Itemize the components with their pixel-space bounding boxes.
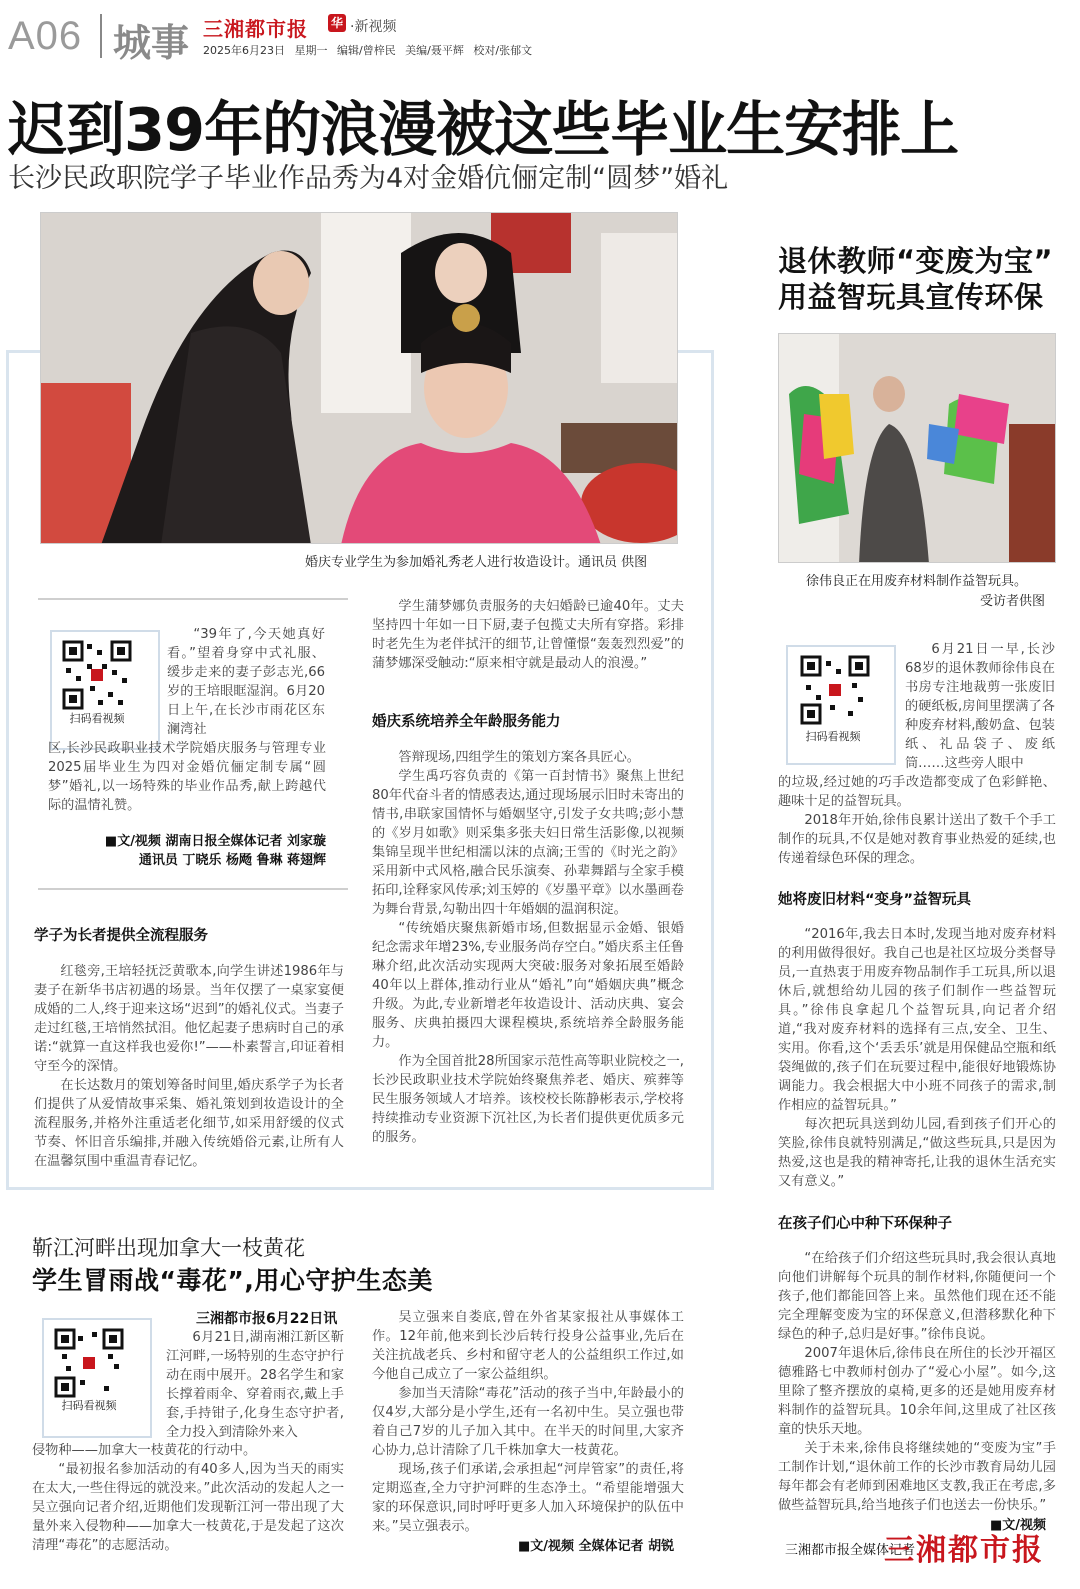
right-lead-cont: 的垃圾,经过她的巧手改造都变成了色彩鲜艳、趣味十足的益智玩具。 [778,775,1056,809]
col2-paragraph: 学生禹巧容负责的《第一百封情书》聚焦上世纪80年代奋斗者的情感表达,通过现场展示旧时未寄出的情书,串联家国情怀与婚姻坚守,引发子女共鸣;彭小慧的《岁月如歌》则采集多张夫妇日常生活影像,以视频集锦呈现半世纪相濡以沫的点滴;王雪的《时光之韵》采用新中式风格,融合民乐演奏、孙辈舞蹈与全家手模拓印,诠释家风传承;刘玉婷的《岁墨平章》以水墨画卷为舞台背景,勾勒出四十年婚姻的温润积淀。 [372,769,684,917]
lower-paragraph: 参加当天清除“毒花”活动的孩子当中,年龄最小的仅4岁,大部分是小学生,还有一名初中生。吴立强也带着自己7岁的儿子加入其中。在半天的时间里,大家齐心协力,总计清除了几千株加拿大一枝黄花。 [372,1386,684,1458]
col2-body [372,748,684,1147]
header-divider [100,14,102,58]
lower-byline: ■文/视频 全媒体记者 胡锐 [518,1539,675,1554]
right-body-top [778,773,1056,868]
lower-paragraph: “最初报名参加活动的有40多人,因为当天的雨实在太大,一些住得远的就没来。”此次活动的发起人之一吴立强向记者介绍,近期他们发现靳江河一带出现了大量外来入侵物种——加拿大一枝黄花,于是发起了这次清理“毒花”的志愿活动。 [32,1462,344,1553]
right-lead-start: 6月21日一早,长沙68岁的退休教师徐伟良在书房专注地裁剪一张废旧的硬纸板,房间里摆满了各种废弃材料,酸奶盒、包装纸、礼品袋子、废纸筒……这些旁人眼中 [905,642,1055,771]
col2-paragraph: “传统婚庆聚焦新婚市场,但数据显示金婚、银婚纪念需求年增23%,专业服务尚存空白。”婚庆系主任鲁琳介绍,此次活动实现两大突破:服务对象拓展至婚龄40年以上群体,推动行业从“婚礼”向“婚姻庆典”概念升级。为此,专业新增老年妆造设计、活动庆典、宴会服务、庆典拍摄四大课程模块,系统培养全龄服务能力。 [372,921,684,1050]
section1-heading: 学子为长者提供全流程服务 [34,928,208,944]
qr-label: 扫码看视频 [805,730,861,743]
video-logo-icon: 华 [328,14,346,32]
col2-paragraph: 学生蒲梦娜负责服务的夫妇婚龄已逾40年。丈夫坚持四十年如一日下厨,妻子包揽丈夫所有穿搭。彩排时老先生为老伴拭汗的细节,让曾懂憬“轰轰烈烈爱”的蒲梦娜深受触动:“原来相守就是最动人的浪漫。” [372,599,684,671]
toy-maker-photo [778,333,1056,563]
right-photo-caption: 徐伟良正在用废弃材料制作益智玩具。 [806,574,1028,589]
lower-lead-wrap [166,1328,344,1442]
right-body-bottom [778,1249,1056,1515]
lead-bottom-rule [38,888,348,890]
lead-paragraph-cont: 区,长沙民政职业技术学院婚庆服务与管理专业2025届毕业生为四对金婚伉俪定制专属“圆梦”婚礼,以一场特殊的毕业作品秀,献上跨越代际的温情礼赞。 [48,741,326,813]
lower-body-col1 [32,1441,344,1555]
section1-paragraph: 红毯旁,王培轻抚泛黄歌本,向学生讲述1986年与妻子在新华书店初遇的场景。当年仅摆了一桌家宴便成婚的二人,终于迎来这场“迟到”的婚礼仪式。当妻子走过红毯,王培悄然拭泪。他忆起妻子患病时自己的承诺:“就算一直这样我也爱你!”——朴素誓言,印证着相守至今的深情。 [34,964,344,1074]
qr-label: 扫码看视频 [61,1399,117,1412]
section2-heading: 婚庆系统培养全年龄服务能力 [372,714,561,730]
right-byline: ■文/视频 [990,1518,1047,1533]
right-foot-credit: 三湘都市报全媒体记者 [785,1543,916,1558]
lower-paragraph: 现场,孩子们承诺,会承担起“河岸管家”的责任,将定期巡查,全力守护河畔的生态净土。“希望能增强大家的环保意识,同时呼吁更多人加入环境保护的队伍中来。”吴立强表示。 [372,1462,684,1534]
wedding-photo-illustration [41,213,678,544]
right-paragraph: “2016年,我去日本时,发现当地对废弃材料的利用做得很好。我自己也是社区垃圾分类督导员,一直热衷于用废弃物品制作手工玩具,所以退休后,就想给幼儿园的孩子们制作一些益智玩具。”徐伟良拿起几个益智玩具,向记者介绍道,“我对废弃材料的选择有三点,安全、卫生、实用。你看,这个‘丢丢乐’就是用保健品空瓶和纸袋绳做的,孩子们在玩要过程中,能很好地锻炼协调能力。我会根据大中小班不同孩子的需求,制作相应的益智玩具。” [778,927,1056,1113]
footer-brand-logo: 三湘都市报 [884,1533,1044,1568]
main-byline-line2: 通讯员 丁晓乐 杨飏 鲁琳 蒋翅辉 [138,853,326,868]
right-paragraph: 关于未来,徐伟良将继续她的“变废为宝”手工制作计划,“退休前工作的长沙市教育局幼儿园每年都会有老师到困难地区支教,我正在考虑,多做些益智玩具,给当地孩子们也送去一份快乐。” [778,1441,1056,1513]
right-heading2: 在孩子们心中种下环保种子 [778,1216,952,1232]
lower-body-col2 [372,1308,684,1536]
col2-paragraph: 作为全国首批28所国家示范性高等职业院校之一,长沙民政职业技术学院始终聚焦养老、婚庆、殡葬等民生服务领域人才培养。该校校长陈静彬表示,学校将持续推动专业资源下沉社区,为长者们提供更优质多元的服务。 [372,1054,684,1145]
qr-label: 扫码看视频 [69,712,125,725]
page-number: A06 [8,14,83,58]
wedding-makeup-photo [40,212,678,544]
lead-paragraph-start: “39年了,今天她真好看。”望着身穿中式礼服、缓步走来的妻子彭志光,66岁的王培眼眶湿润。6月20日上午,在长沙市雨花区东澜湾社 [167,627,325,737]
right-paragraph: 2018年开始,徐伟良累计送出了数千个手工制作的玩具,不仅是她对教育事业热爱的延续,也传递着绿色环保的理念。 [778,813,1056,866]
col2-paragraph: 答辩现场,四组学生的策划方案各具匠心。 [398,750,640,765]
right-paragraph: 2007年退休后,徐伟良在所住的长沙开福区德雅路七中教师村创办了“爱心小屋”。如今,这里除了整齐摆放的桌椅,更多的还是她用废弃材料制作的益智玩具。10余年间,这里成了社区孩童的快乐天地。 [778,1346,1056,1437]
newspaper-brand: 三湘都市报 [203,17,308,41]
issue-meta: 2025年6月23日 星期一 编辑/曾梓民 美编/聂平辉 校对/张郁文 [203,44,533,57]
main-subheadline: 长沙民政职院学子毕业作品秀为4对金婚伉俪定制“圆梦”婚礼 [8,163,729,194]
lower-headline: 学生冒雨战“毒花”,用心守护生态美 [32,1266,433,1295]
main-byline [48,832,326,870]
right-paragraph: “在给孩子们介绍这些玩具时,我会很认真地向他们讲解每个玩具的制作材料,你随便问一个孩子,他们都能回答上来。虽然他们现在还不能完全理解变废为宝的环保意义,但潜移默化种下绿色的种子,总归是好事。”徐伟良说。 [778,1251,1056,1342]
right-lead-wrap [905,640,1055,773]
right-paragraph: 每次把玩具送到幼儿园,看到孩子们开心的笑脸,徐伟良就特别满足,“做这些玩具,只是因为热爱,这也是我的精神寄托,让我的退休生活充实又有意义。” [778,1117,1056,1189]
main-photo-caption: 婚庆专业学生为参加婚礼秀老人进行妆造设计。通讯员 供图 [305,555,648,570]
col2-body-top [372,597,684,673]
section-name: 城事 [113,21,190,65]
lower-dateline: 三湘都市报6月22日讯 [196,1311,338,1327]
section1-paragraph: 在长达数月的策划筹备时间里,婚庆系学子为长者们提供了从爱情故事采集、婚礼策划到妆造设计的全流程服务,并格外注重适老化细节,如采用舒缓的仪式节奏、怀旧音乐编排,并融入传统婚俗元素,让所有人在温馨氛围中重温青春记忆。 [34,1078,344,1169]
right-headline [778,243,1053,315]
lower-lead-cont: 侵物种——加拿大一枝黄花的行动中。 [32,1443,257,1458]
right-headline-line2: 用益智玩具宣传环保 [778,280,1044,314]
lower-paragraph: 吴立强来自娄底,曾在外省某家报社从事媒体工作。12年前,他来到长沙后转行投身公益事业,先后在关注抗战老兵、乡村和留守老人的公益组织工作过,如今他自己成立了一家公益组织。 [372,1310,684,1382]
lower-lead-start: 6月21日,湖南湘江新区靳江河畔,一场特别的生态守护行动在雨中展开。28名学生和家长撑着雨伞、穿着雨衣,戴上手套,手持钳子,化身生态守护者,全力投入到清除外来入 [166,1330,344,1440]
main-headline: 迟到39年的浪漫被这些毕业生安排上 [8,95,959,164]
right-headline-line1: 退休教师“变废为宝” [778,244,1054,278]
video-label: ·新视频 [350,19,397,35]
right-body-mid [778,925,1056,1191]
toy-photo-illustration [779,334,1056,563]
lead-top-rule [38,598,348,600]
lead-paragraph-wrap [167,625,325,739]
right-photo-credit: 受访者供图 [980,594,1046,609]
right-heading1: 她将废旧材料“变身”益智玩具 [778,892,972,908]
section1-body [34,962,344,1171]
lower-headline-kicker: 靳江河畔出现加拿大一枝黄花 [32,1236,305,1260]
main-byline-line1: ■文/视频 湖南日报全媒体记者 刘家璇 [104,834,326,849]
